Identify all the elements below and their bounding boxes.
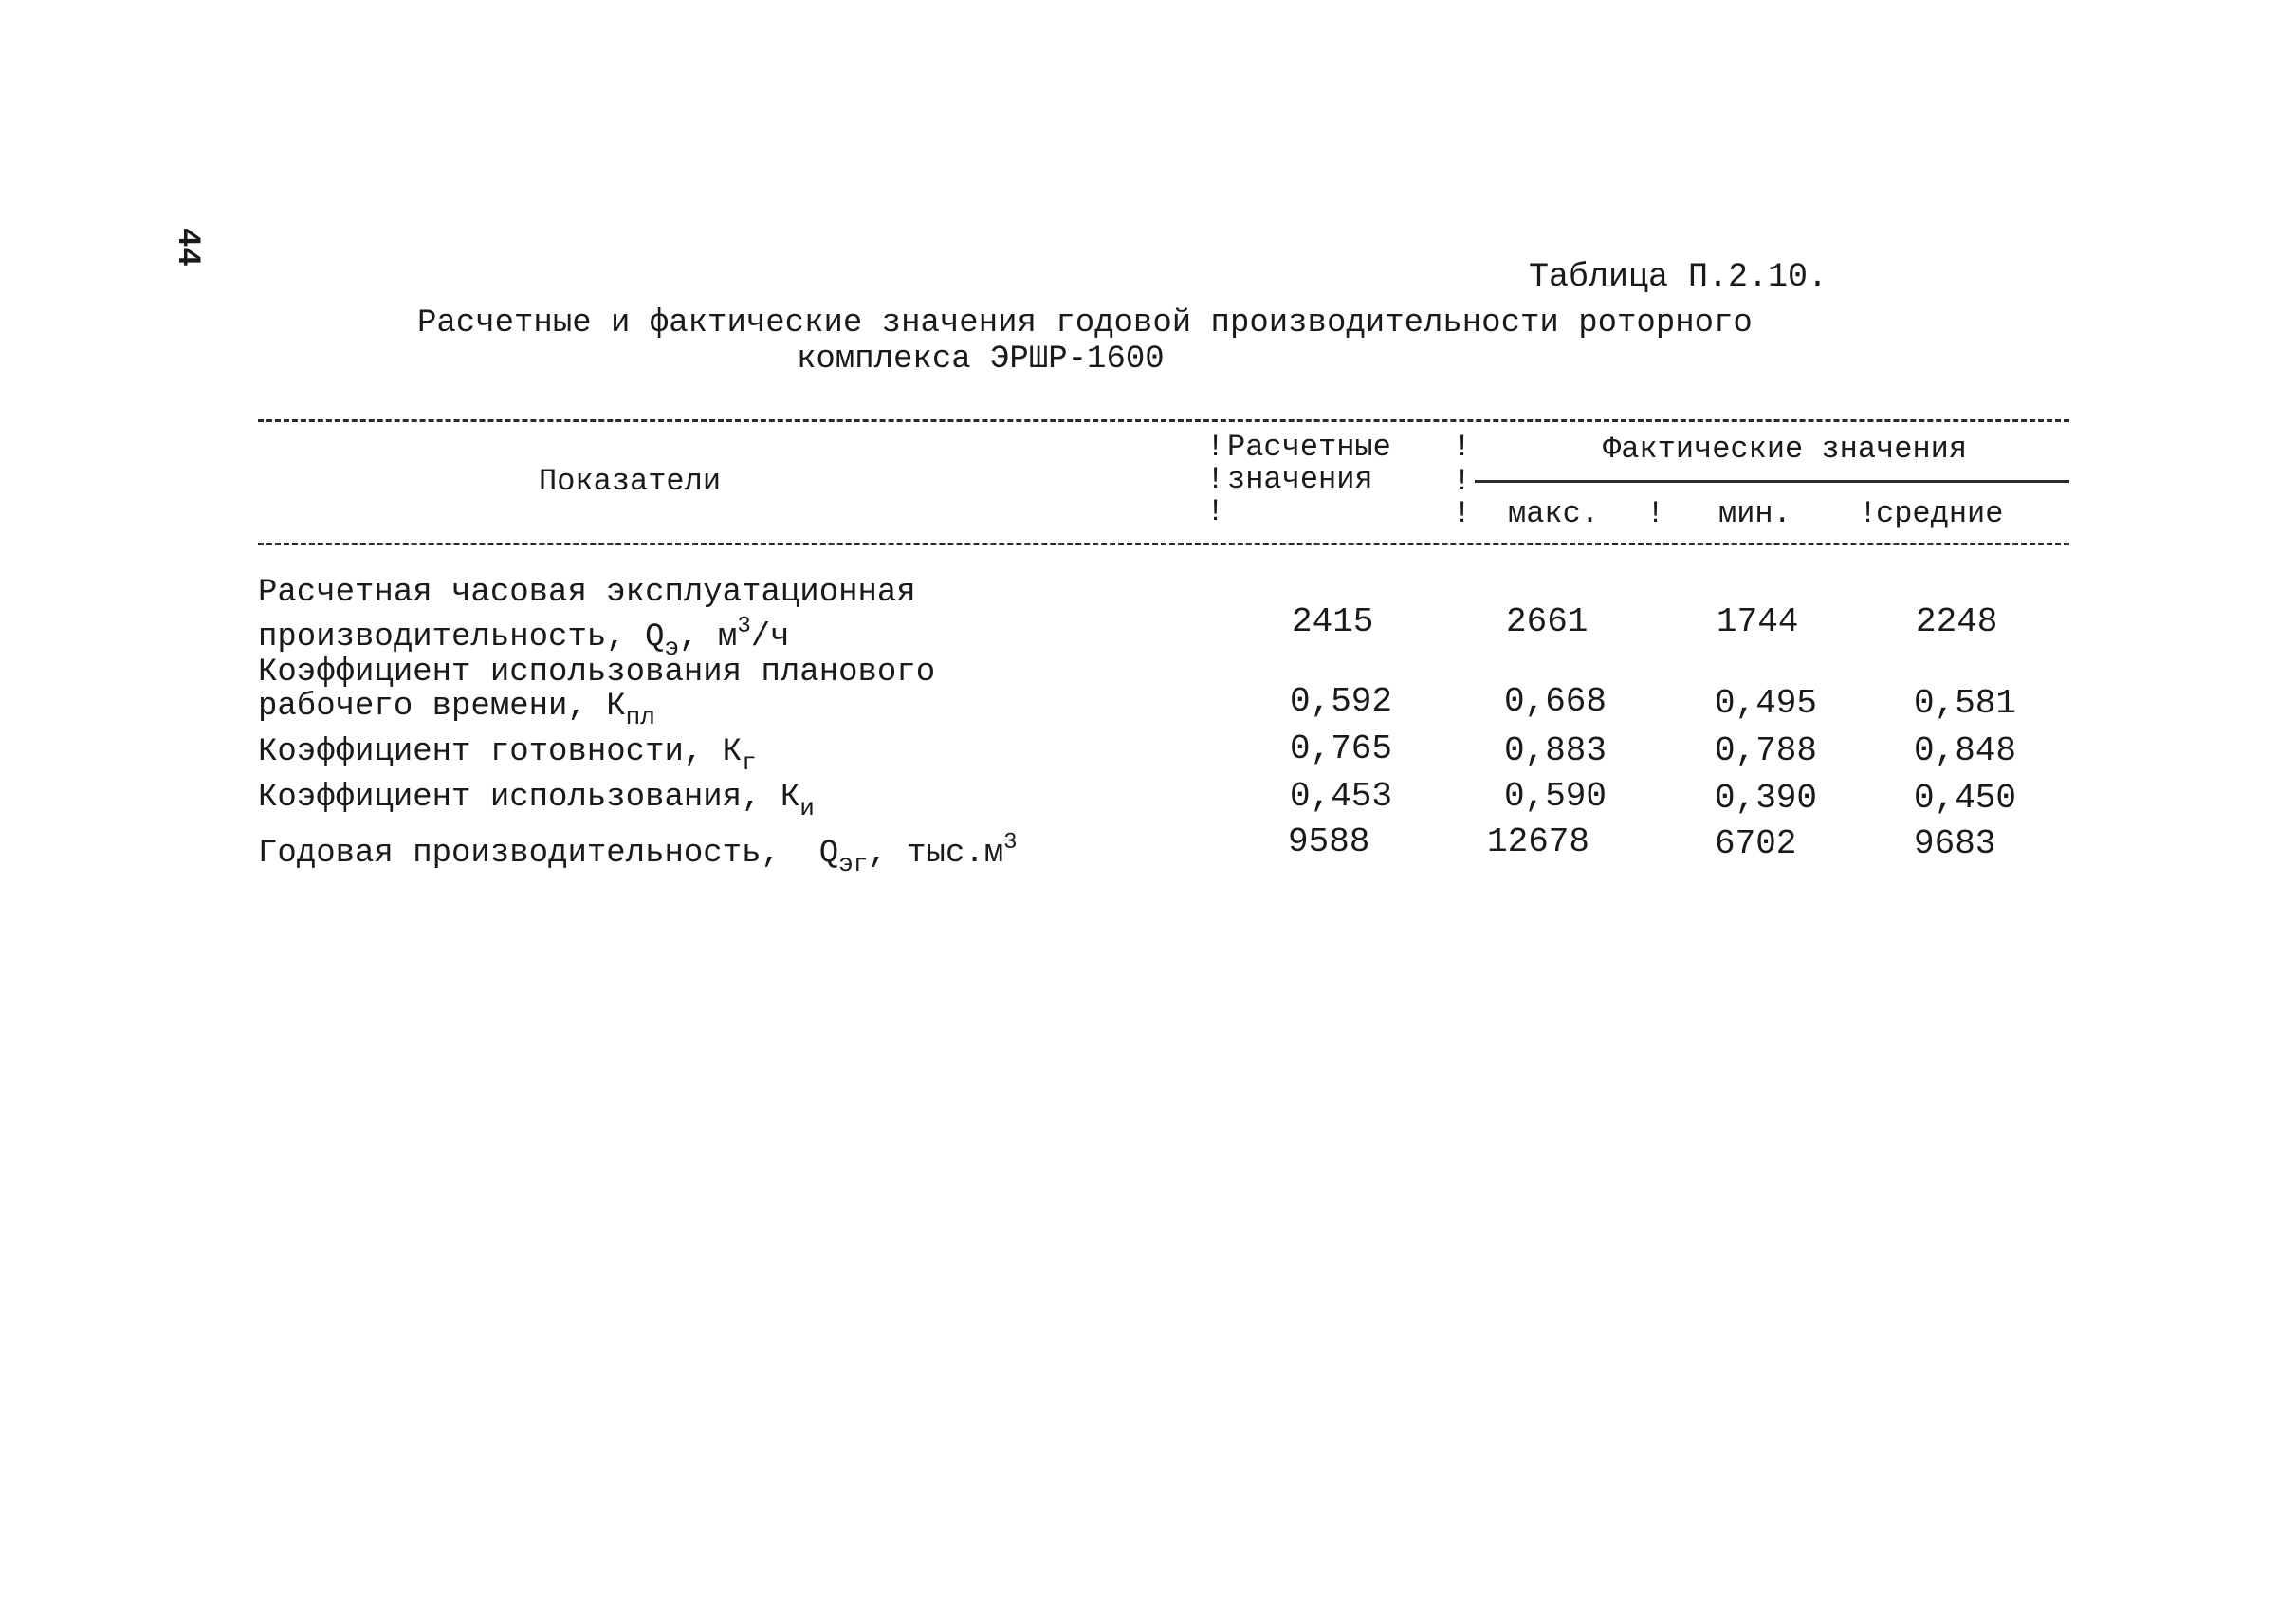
row-5-max: 12678 [1487,822,1590,861]
header-sep-4: ! [1859,496,1878,531]
row-3-min: 0,788 [1715,731,1818,770]
header-sep-1b: ! [1206,462,1225,497]
row-2-min: 0,495 [1715,684,1818,723]
row-3-avg: 0,848 [1914,731,2017,770]
actual-group-rule [1475,480,2069,483]
header-calculated-line1: Расчетные [1227,430,1391,465]
row-2-calculated: 0,592 [1290,682,1393,721]
header-sep-1c: ! [1206,494,1225,529]
row-5-avg: 9683 [1914,824,1996,863]
title-line-2: комплекса ЭРШР-1600 [797,341,1165,378]
header-sep-2a: ! [1453,430,1472,465]
header-bottom-rule [258,543,2069,545]
page-number: 44 [169,228,205,267]
title-line-1: Расчетные и фактические значения годовой производительности роторного [417,305,1753,341]
header-sep-2c: ! [1453,496,1472,531]
row-4-label: Коэффициент использования, $К_и$ [258,780,815,822]
row-4-max: 0,590 [1504,777,1607,816]
row-5-calculated: 9588 [1288,822,1370,861]
row-1-label-line2: производительность, $Q_э$, $м^3/ч$ [258,614,790,662]
header-indicators: Показатели [539,464,722,499]
row-3-label: Коэффициент готовности, $К_г$ [258,734,757,777]
header-max: макс. [1508,496,1600,531]
row-1-min: 1744 [1717,602,1799,641]
row-1-max: 2661 [1506,602,1589,641]
row-4-avg: 0,450 [1914,779,2017,818]
table-label: Таблица П.2.10. [1529,258,1828,296]
row-2-label-line2: рабочего времени, $К_{пл}$ [258,689,655,731]
header-sep-1a: ! [1206,430,1225,465]
header-avg: средние [1876,496,2004,531]
header-sep-2b: ! [1453,464,1472,499]
row-3-calculated: 0,765 [1290,729,1393,768]
row-1-calculated: 2415 [1292,602,1374,641]
header-sep-3: ! [1646,496,1665,531]
table-title [417,305,1792,378]
row-3-max: 0,883 [1504,731,1607,770]
row-2-avg: 0,581 [1914,684,2017,723]
header-actual-group: Фактические значения [1603,432,1968,467]
row-1-label-line1: Расчетная часовая эксплуатационная [258,575,916,611]
row-2-label-line1: Коэффициент использования планового [258,655,936,691]
row-4-calculated: 0,453 [1290,777,1393,816]
row-2-max: 0,668 [1504,682,1607,721]
row-5-label: Годовая производительность, $Q_{эг}$, $тыс.м^3$ [258,830,1018,878]
row-5-min: 6702 [1715,824,1797,863]
header-calculated-line2: значения [1227,462,1373,497]
row-4-min: 0,390 [1715,779,1818,818]
header-min: мин. [1718,496,1791,531]
row-1-avg: 2248 [1916,602,1998,641]
header-top-rule [258,419,2069,422]
